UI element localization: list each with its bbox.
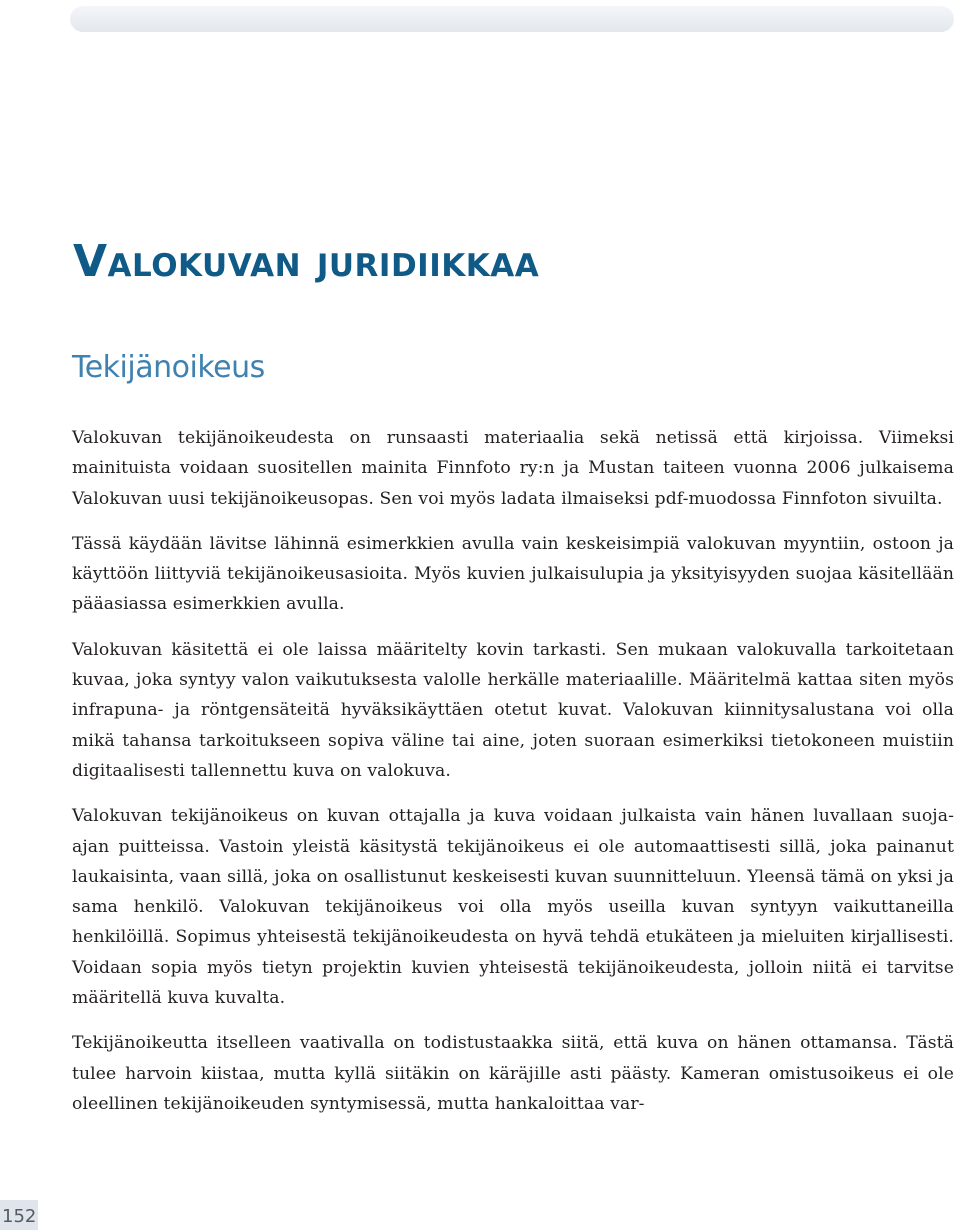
paragraph: Valokuvan käsitettä ei ole laissa määritelty kovin tarkasti. Sen mukaan valokuvalla tarkoitetaan kuvaa, joka syntyy valon vaikutuksesta valolle herkälle materiaalille. Määritelmä kattaa siten myös infrapuna- ja röntgensäteitä hyväksikäyttäen otetut kuvat. Valokuvan kiinnitysalustana voi olla mikä tahansa tarkoitukseen sopiva väline tai aine, joten suoraan esimerkiksi tietokoneen muistiin digitaalisesti tallennettu kuva on valokuva. (72, 639, 954, 781)
paragraph: Tekijänoikeutta itselleen vaativalla on todistustaakka siitä, että kuva on hänen ottamansa. Tästä tulee harvoin kiistaa, mutta kyllä siitäkin on käräjille asti päästy. Kameran omistusoikeus ei ole oleellinen tekijänoikeuden syntymisessä, mutta hankaloittaa var- (72, 1033, 954, 1114)
paragraph: Tässä käydään lävitse lähinnä esimerkkien avulla vain keskeisimpiä valokuvan myyntiin, ostoon ja käyttöön liittyviä tekijänoikeusasioita. Myös kuvien julkaisulupia ja yksityisyyden suojaa käsitellään pääasiassa esimerkkien avulla. (72, 533, 954, 615)
body-text (72, 423, 954, 1134)
chapter-title: Valokuvan juridiikkaa (73, 236, 540, 287)
page-number: 152 (2, 1206, 37, 1227)
section-title: Tekijänoikeus (72, 350, 265, 385)
header-decorative-bar (70, 6, 954, 32)
paragraph: Valokuvan tekijänoikeus on kuvan ottajalla ja kuva voidaan julkaista vain hänen luvallaan suoja-ajan puitteissa. Vastoin yleistä käsitystä tekijänoikeus ei ole automaattisesti sillä, joka painanut laukaisinta, vaan sillä, joka on osallistunut keskeisesti kuvan suunnitteluun. Yleensä tämä on yksi ja sama henkilö. Valokuvan tekijänoikeus voi olla myös useilla kuvan syntyyn vaikuttaneilla henkilöillä. Sopimus yhteisestä tekijänoikeudesta on hyvä tehdä etukäteen ja mieluiten kirjallisesti. Voidaan sopia myös tietyn projektin kuvien yhteisestä tekijänoikeudesta, jolloin niitä ei tarvitse määritellä kuva kuvalta. (72, 806, 954, 1009)
paragraph: Valokuvan tekijänoikeudesta on runsaasti materiaalia sekä netissä että kirjoissa. Viimeksi mainituista voidaan suositellen mainita Finnfoto ry:n ja Mustan taiteen vuonna 2006 julkaisema Valokuvan uusi tekijänoikeusopas. Sen voi myös ladata ilmaiseksi pdf-muodossa Finnfoton sivuilta. (72, 428, 954, 509)
